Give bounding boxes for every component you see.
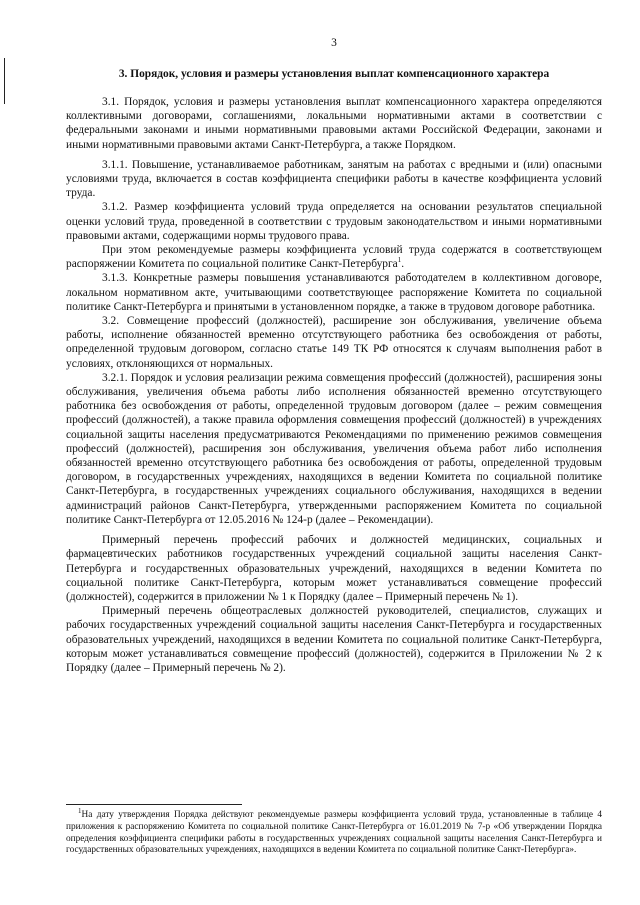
paragraph-recommended-sizes-tail: . bbox=[401, 258, 405, 271]
footnote-divider bbox=[66, 804, 242, 805]
paragraph-3-1: 3.1. Порядок, условия и размеры установления выплат компенсационного характера определяются коллективными договорами, соглашениями, локальными нормативными актами в соответствии с федеральными законами и иными нормативными правовыми актами Российской Федерации, законами и иными нормативными правовыми актами Санкт-Петербурга, а также Порядком. bbox=[66, 96, 602, 151]
paragraph-list-2: Примерный перечень общеотраслевых должностей руководителей, специалистов, служащих и рабочих государственных учреждений социальной защиты населения Санкт-Петербурга и государственных образовательных учреждений, находящихся в ведении Комитета по социальной политике Санкт-Петербурга, которым может устанавливаться совмещение профессий (должностей), содержится в Приложении № 2 к Порядку (далее – Примерный перечень № 2). bbox=[66, 605, 602, 674]
paragraph-list-1: Примерный перечень профессий рабочих и должностей медицинских, социальных и фармацевтических работников государственных учреждений социальной защиты населения Санкт-Петербурга и государственных образовательных учреждений, находящихся в ведении Комитета по социальной политике Санкт-Петербурга, которым может устанавливаться совмещение профессий (должностей), содержится в приложении № 1 к Порядку (далее – Примерный перечень № 1). bbox=[66, 534, 602, 603]
paragraph-recommended-sizes-text: При этом рекомендуемые размеры коэффициента условий труда содержатся в соответствующем распоряжении Комитета по социальной политике Санкт-Петербурга bbox=[66, 244, 602, 271]
paragraph-3-1-1: 3.1.1. Повышение, устанавливаемое работникам, занятым на работах с вредными и (или) опасными условиями труда, включается в состав коэффициента специфики работы в качестве коэффициента условий труда. bbox=[66, 158, 602, 200]
paragraph-3-2-1: 3.2.1. Порядок и условия реализации режима совмещения профессий (должностей), расширения зоны обслуживания, увеличения объема работы либо исполнения обязанностей временно отсутствующего работника без освобождения от работы, определенной трудовым договором (далее – режим совмещения профессий (должностей), а также правила оформления совмещения профессий (должностей) в учреждениях социальной защиты населения предусматриваются Рекомендациями по применению режимов совмещения профессий (должностей), расширения зон обслуживания, увеличения объема работ либо исполнения обязанностей временно отсутствующего работника без освобождения от работы, определенной трудовым договором, в государственных учреждениях, находящихся в ведении Комитета по социальной политике Санкт-Петербурга, в государственных учреждениях социального обслуживания, находящихся в ведении администраций районов Санкт-Петербурга, утвержденными распоряжением Комитета по социальной политике Санкт-Петербурга от 12.05.2016 № 124-р (далее – Рекомендации). bbox=[66, 371, 602, 526]
scan-edge-mark bbox=[4, 58, 5, 104]
page-number: 3 bbox=[331, 37, 337, 49]
paragraph-3-1-3: 3.1.3. Конкретные размеры повышения устанавливаются работодателем в коллективном договоре, локальном нормативном акте, учитывающими соответствующее распоряжение Комитета по социальной политике Санкт-Петербурга и принятыми в установленном порядке, а также в трудовом договоре работника. bbox=[66, 272, 602, 313]
footnote bbox=[66, 806, 602, 857]
paragraph-recommended-sizes bbox=[66, 243, 602, 271]
footnote-marker: 1 bbox=[78, 806, 82, 815]
paragraph-3-2: 3.2. Совмещение профессий (должностей), расширение зон обслуживания, увеличение объема работы, исполнение обязанностей временно отсутствующего работника без освобождения от работы, определенной трудовым договором, согласно статье 149 ТК РФ относятся к случаям выполнения работ в условиях, отклоняющихся от нормальных. bbox=[66, 315, 602, 370]
paragraph-3-1-2: 3.1.2. Размер коэффициента условий труда определяется на основании результатов специальной оценки условий труда, проведенной в соответствии с трудовым законодательством и иными нормативными правовыми актами, содержащими нормы трудового права. bbox=[66, 201, 602, 242]
footnote-text: На дату утверждения Порядка действуют рекомендуемые размеры коэффициента условий труда, установленные в таблице 4 приложения к распоряжению Комитета по социальной политике Санкт-Петербурга от 16.01.2019 № 7-р «Об утверждении Порядка определения коэффициента специфики работы в государственных учреждениях социальной защиты населения Санкт-Петербурга и государственных образовательных учреждениях, находящихся в ведении Комитета по социальной политике Санкт-Петербурга». bbox=[66, 810, 602, 856]
footnote-reference[interactable]: 1 bbox=[397, 256, 402, 265]
section-title: 3. Порядок, условия и размеры установления выплат компенсационного характера bbox=[118, 68, 550, 80]
